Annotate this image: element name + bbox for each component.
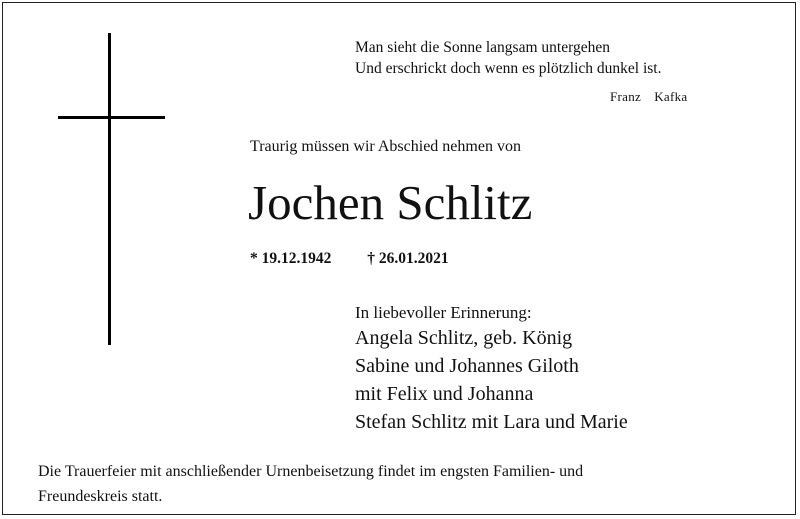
death-date: † 26.01.2021: [367, 250, 449, 267]
obituary-card: [2, 2, 796, 515]
mourners-label: In liebevoller Erinnerung:: [355, 303, 532, 322]
quote-line-1: Man sieht die Sonne langsam untergehen: [355, 39, 610, 56]
birth-date: * 19.12.1942: [250, 250, 332, 267]
cross-icon-vertical: [108, 33, 111, 345]
mourner-name: Sabine und Johannes Giloth: [355, 355, 579, 377]
funeral-notice-line-1: Die Trauerfeier mit anschließender Urnenbeisetzung findet im engsten Familien- und: [38, 463, 584, 480]
mourner-name: Stefan Schlitz mit Lara und Marie: [355, 411, 628, 433]
intro-text: Traurig müssen wir Abschied nehmen von: [250, 138, 521, 155]
funeral-notice: [38, 459, 758, 509]
mourner-name: mit Felix und Johanna: [355, 383, 534, 405]
quote-author: Franz Kafka: [610, 89, 688, 104]
quote-line-2: Und erschrickt doch wenn es plötzlich dunkel ist.: [355, 60, 662, 77]
funeral-notice-line-2: Freundeskreis statt.: [38, 488, 163, 505]
cross-icon-horizontal: [58, 116, 165, 119]
mourner-name: Angela Schlitz, geb. König: [355, 327, 573, 349]
deceased-name: Jochen Schlitz: [248, 175, 533, 230]
mourners-block: [355, 302, 628, 436]
life-dates: [250, 250, 449, 268]
quote: [355, 37, 661, 79]
